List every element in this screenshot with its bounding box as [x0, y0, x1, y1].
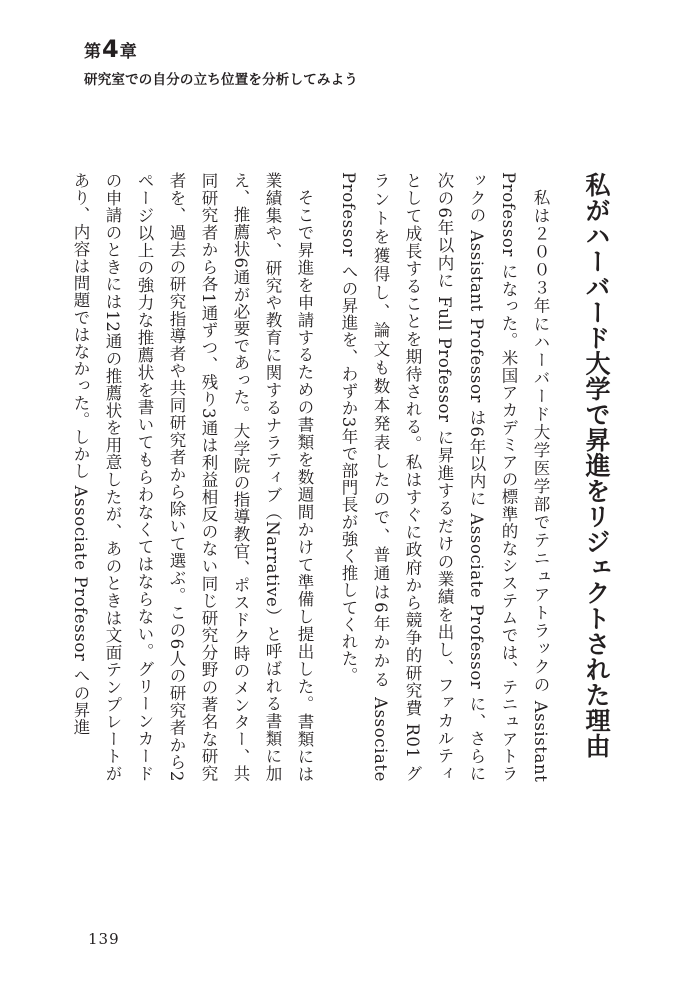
section-heading: 私がハーバード大学で昇進をリジェクトされた理由: [582, 172, 611, 759]
chapter-number: 4: [102, 35, 119, 63]
page-number: 139: [88, 930, 120, 948]
chapter-prefix: 第: [84, 42, 101, 62]
paragraph-1: 私は２００３年にハーバード大学医学部でテニュアトラックの Assistant Professor になった。米国アカデミアの標準的なシステムでは、テニュアトラックの Assistant Professor は6年以内に Associate Professor に、さらに次の6年以内に Full Professor に昇進するだけの業績を出し、ファカルティとして成長することを期待される。私はすぐに政府から競争的研究費 R01 グラントを獲得し、論文も数本発表したので、普通は6年かかる Associate Professor への昇進を、わずか3年で部門長が強く推してくれた。: [339, 172, 550, 782]
body-text: [71, 172, 614, 782]
chapter-label: [84, 36, 358, 65]
chapter-header: [84, 36, 358, 88]
paragraph-2: そこで昇進を申請するための書類を数週間かけて準備し提出した。書類には業績集や、研究や教育に関するナラティブ（Narrative）と呼ばれる書類に加え、推薦状6通が必要であった。大学院の指導教官、ポスドク時のメンター、共同研究者から各1通ずつ、残り3通は利益相反のない同じ研究分野の著名な研究者を、過去の研究指導者や共同研究者から除いて選ぶ。この6人の研究者から2ページ以上の強力な推薦状を書いてもらわなくてはならない。グリーンカードの申請のときには12通の推薦状を用意したが、あのときは文面テンプレートがあり、内容は問題ではなかった。しかし Associate Professor への昇進: [71, 172, 314, 782]
chapter-suffix: 章: [119, 42, 137, 62]
chapter-title: 研究室での自分の立ち位置を分析してみよう: [84, 72, 358, 88]
